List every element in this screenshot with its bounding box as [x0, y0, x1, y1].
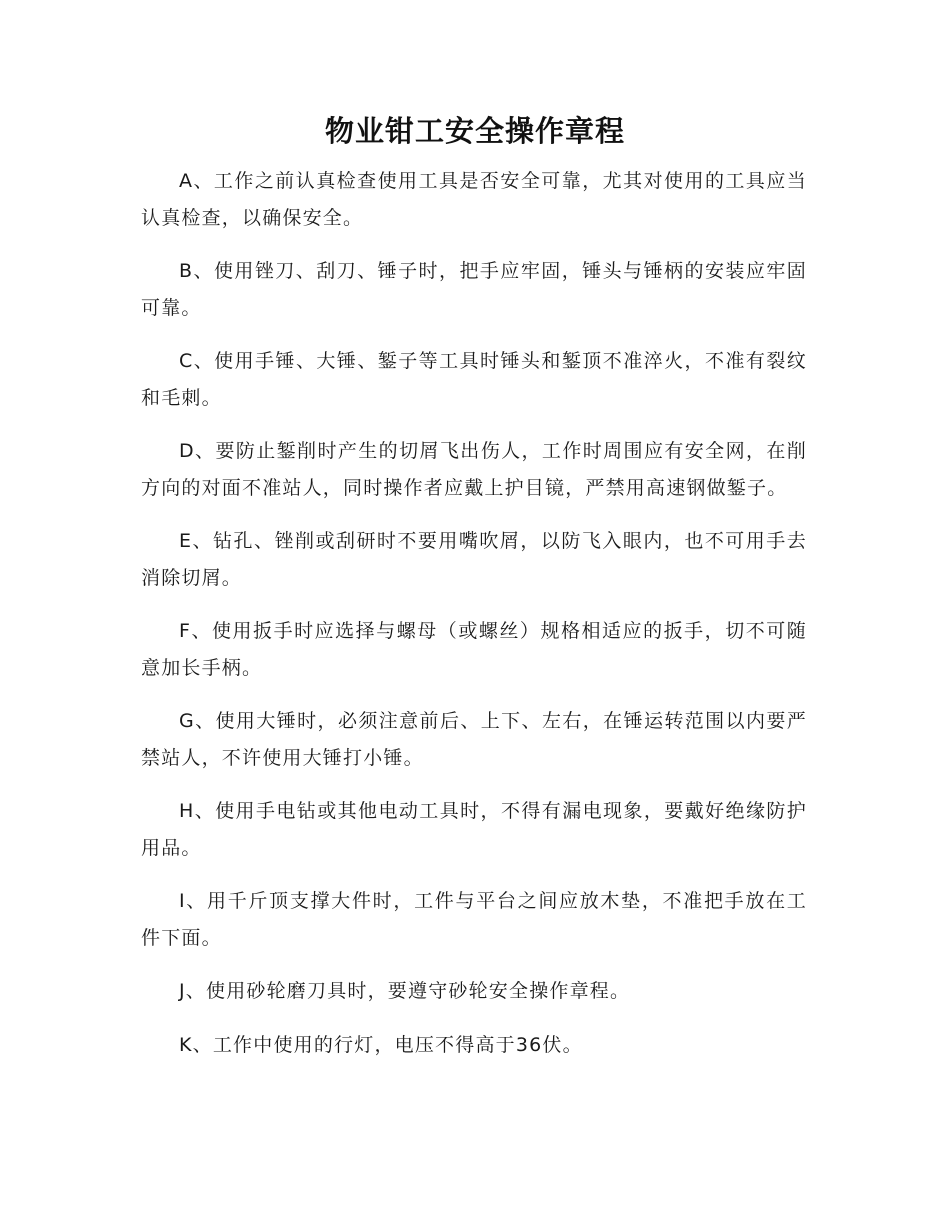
- paragraph-d: D、要防止錾削时产生的切屑飞出伤人，工作时周围应有安全网，在削方向的对面不准站人，同时操作者应戴上护目镜，严禁用高速钢做錾子。: [141, 440, 807, 499]
- document-body: [141, 163, 807, 1080]
- paragraph-g: G、使用大锤时，必须注意前后、上下、左右，在锤运转范围以内要严禁站人，不许使用大锤打小锤。: [141, 710, 807, 769]
- paragraph-f: F、使用扳手时应选择与螺母（或螺丝）规格相适应的扳手，切不可随意加长手柄。: [141, 620, 807, 679]
- paragraph-i: I、用千斤顶支撑大件时，工件与平台之间应放木垫，不准把手放在工件下面。: [141, 890, 807, 949]
- document-title: 物业钳工安全操作章程: [324, 114, 625, 148]
- paragraph-k: K、工作中使用的行灯，电压不得高于36伏。: [179, 1033, 583, 1056]
- paragraph-e: E、钻孔、锉削或刮研时不要用嘴吹屑，以防飞入眼内，也不可用手去消除切屑。: [141, 530, 807, 589]
- paragraph-j: J、使用砂轮磨刀具时，要遵守砂轮安全操作章程。: [179, 980, 631, 1002]
- paragraph-a: A、工作之前认真检查使用工具是否安全可靠，尤其对使用的工具应当认真检查，以确保安全。: [141, 170, 807, 229]
- paragraph-h: H、使用手电钻或其他电动工具时，不得有漏电现象，要戴好绝缘防护用品。: [141, 800, 807, 859]
- paragraph-c: C、使用手锤、大锤、錾子等工具时锤头和錾顶不准淬火，不准有裂纹和毛刺。: [141, 350, 807, 409]
- paragraph-b: B、使用锉刀、刮刀、锤子时，把手应牢固，锤头与锤柄的安装应牢固可靠。: [141, 260, 807, 319]
